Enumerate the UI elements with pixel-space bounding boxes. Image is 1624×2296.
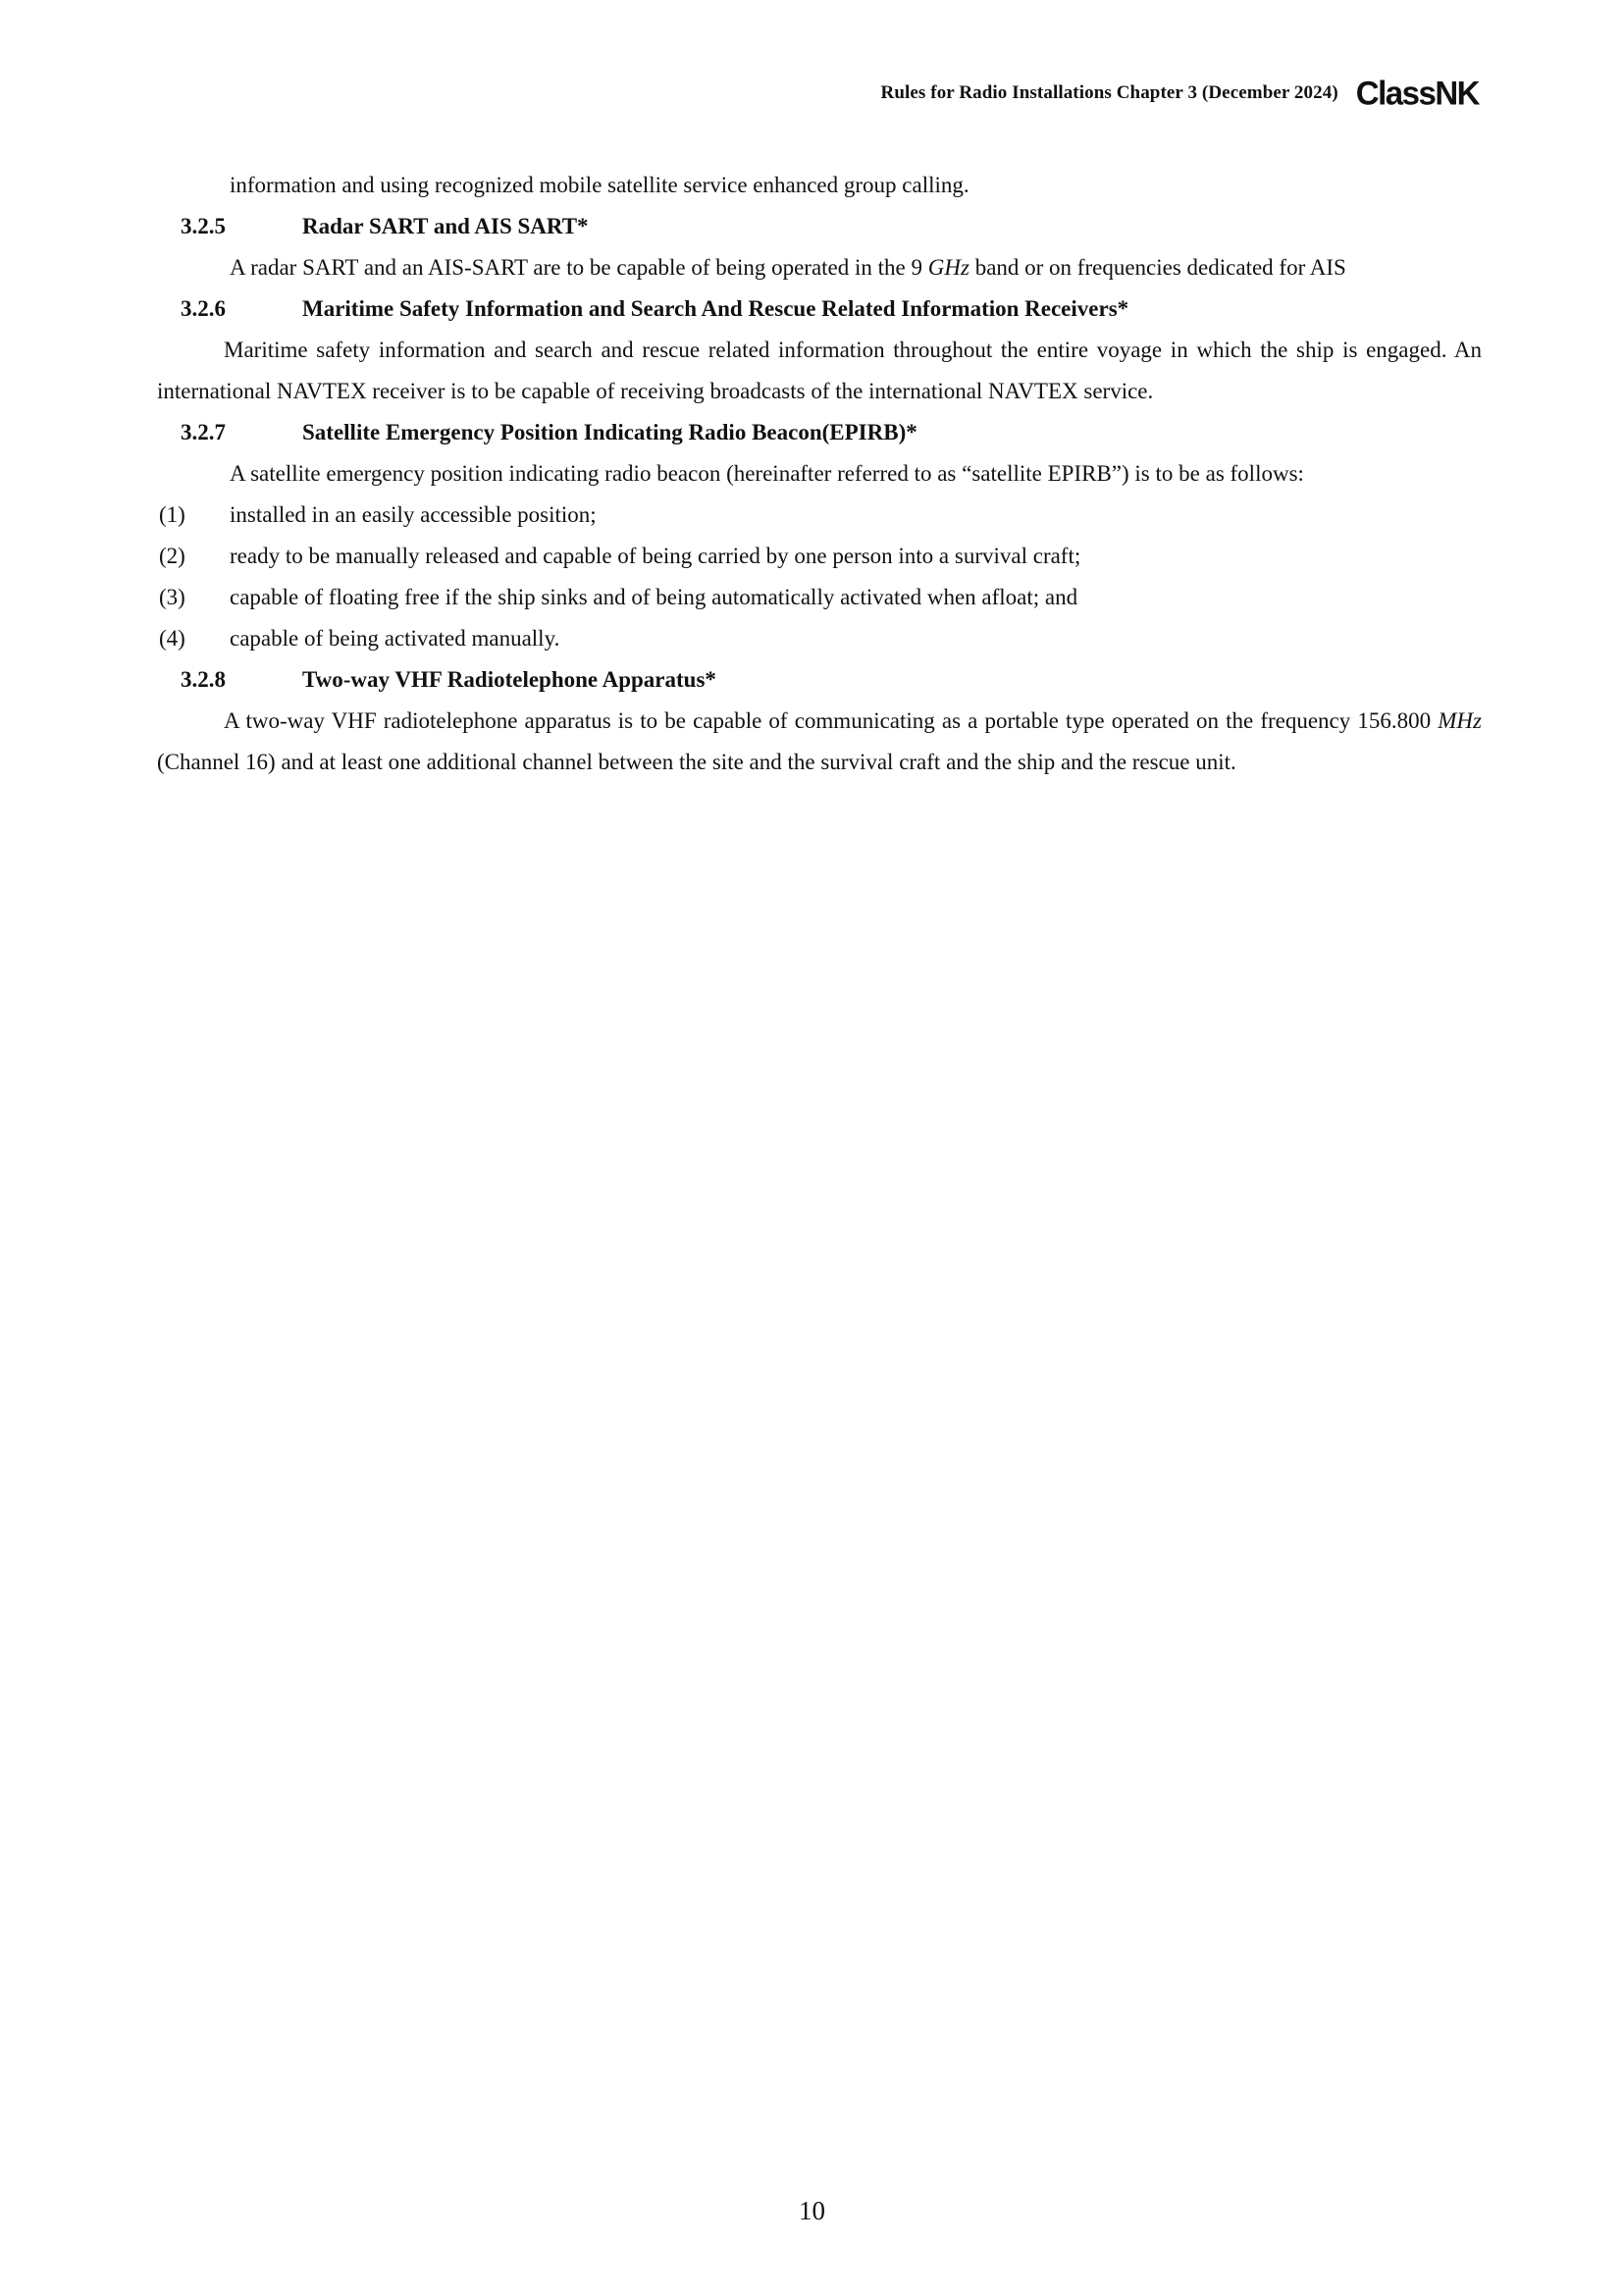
paragraph-3-2-8 (157, 701, 1482, 783)
section-title: Maritime Safety Information and Search And Rescue Related Information Receivers* (302, 296, 1129, 321)
list-item (157, 536, 1482, 577)
list-label: (2) (159, 544, 185, 568)
list-text: ready to be manually released and capable of being carried by one person into a survival craft; (230, 544, 1081, 568)
section-heading-3-2-7 (157, 412, 1482, 453)
text-segment: A radar SART and an AIS-SART are to be capable of being operated in the 9 (230, 255, 928, 280)
running-header: Rules for Radio Installations Chapter 3 (December 2024) (880, 81, 1338, 103)
paragraph-3-2-7: A satellite emergency position indicating radio beacon (hereinafter referred to as “satellite EPIRB”) is to be as follows: (230, 461, 1304, 486)
section-number: 3.2.5 (181, 214, 226, 238)
list-item (157, 577, 1482, 618)
list-item (157, 618, 1482, 659)
section-heading-3-2-6 (157, 288, 1482, 330)
list-label: (3) (159, 585, 185, 609)
list-label: (4) (159, 626, 185, 651)
section-heading-3-2-5 (157, 206, 1482, 247)
section-title: Two-way VHF Radiotelephone Apparatus* (302, 667, 716, 692)
classnk-logo: ClassNK (1355, 74, 1479, 112)
unit-ghz: GHz (927, 255, 969, 280)
page-number: 10 (799, 2196, 825, 2225)
section-number: 3.2.8 (181, 667, 226, 692)
section-heading-3-2-8 (157, 659, 1482, 701)
section-number: 3.2.7 (181, 420, 226, 444)
text-segment: (Channel 16) and at least one additional channel between the site and the survival craft and the ship and the rescue unit. (157, 750, 1236, 774)
document-body (157, 165, 1482, 783)
text-segment: band or on frequencies dedicated for AIS (969, 255, 1346, 280)
paragraph-3-2-6: Maritime safety information and search and rescue related information throughout the entire voyage in which the ship is engaged. An international NAVTEX receiver is to be capable of receiving broadcasts of the international NAVTEX service. (157, 338, 1482, 403)
text-segment: A two-way VHF radiotelephone apparatus is to be capable of communicating as a portable type operated on the frequency 156.800 (224, 708, 1439, 733)
page-header (880, 74, 1479, 112)
list-text: capable of being activated manually. (230, 626, 560, 651)
unit-mhz: MHz (1438, 708, 1482, 733)
section-title: Radar SART and AIS SART* (302, 214, 589, 238)
list-text: installed in an easily accessible position; (230, 502, 597, 527)
continuation-paragraph: information and using recognized mobile satellite service enhanced group calling. (230, 173, 969, 197)
list-text: capable of floating free if the ship sinks and of being automatically activated when afloat; and (230, 585, 1078, 609)
list-item (157, 495, 1482, 536)
paragraph-3-2-5 (157, 247, 1482, 288)
section-title: Satellite Emergency Position Indicating Radio Beacon(EPIRB)* (302, 420, 917, 444)
list-label: (1) (159, 502, 185, 527)
section-number: 3.2.6 (181, 296, 226, 321)
